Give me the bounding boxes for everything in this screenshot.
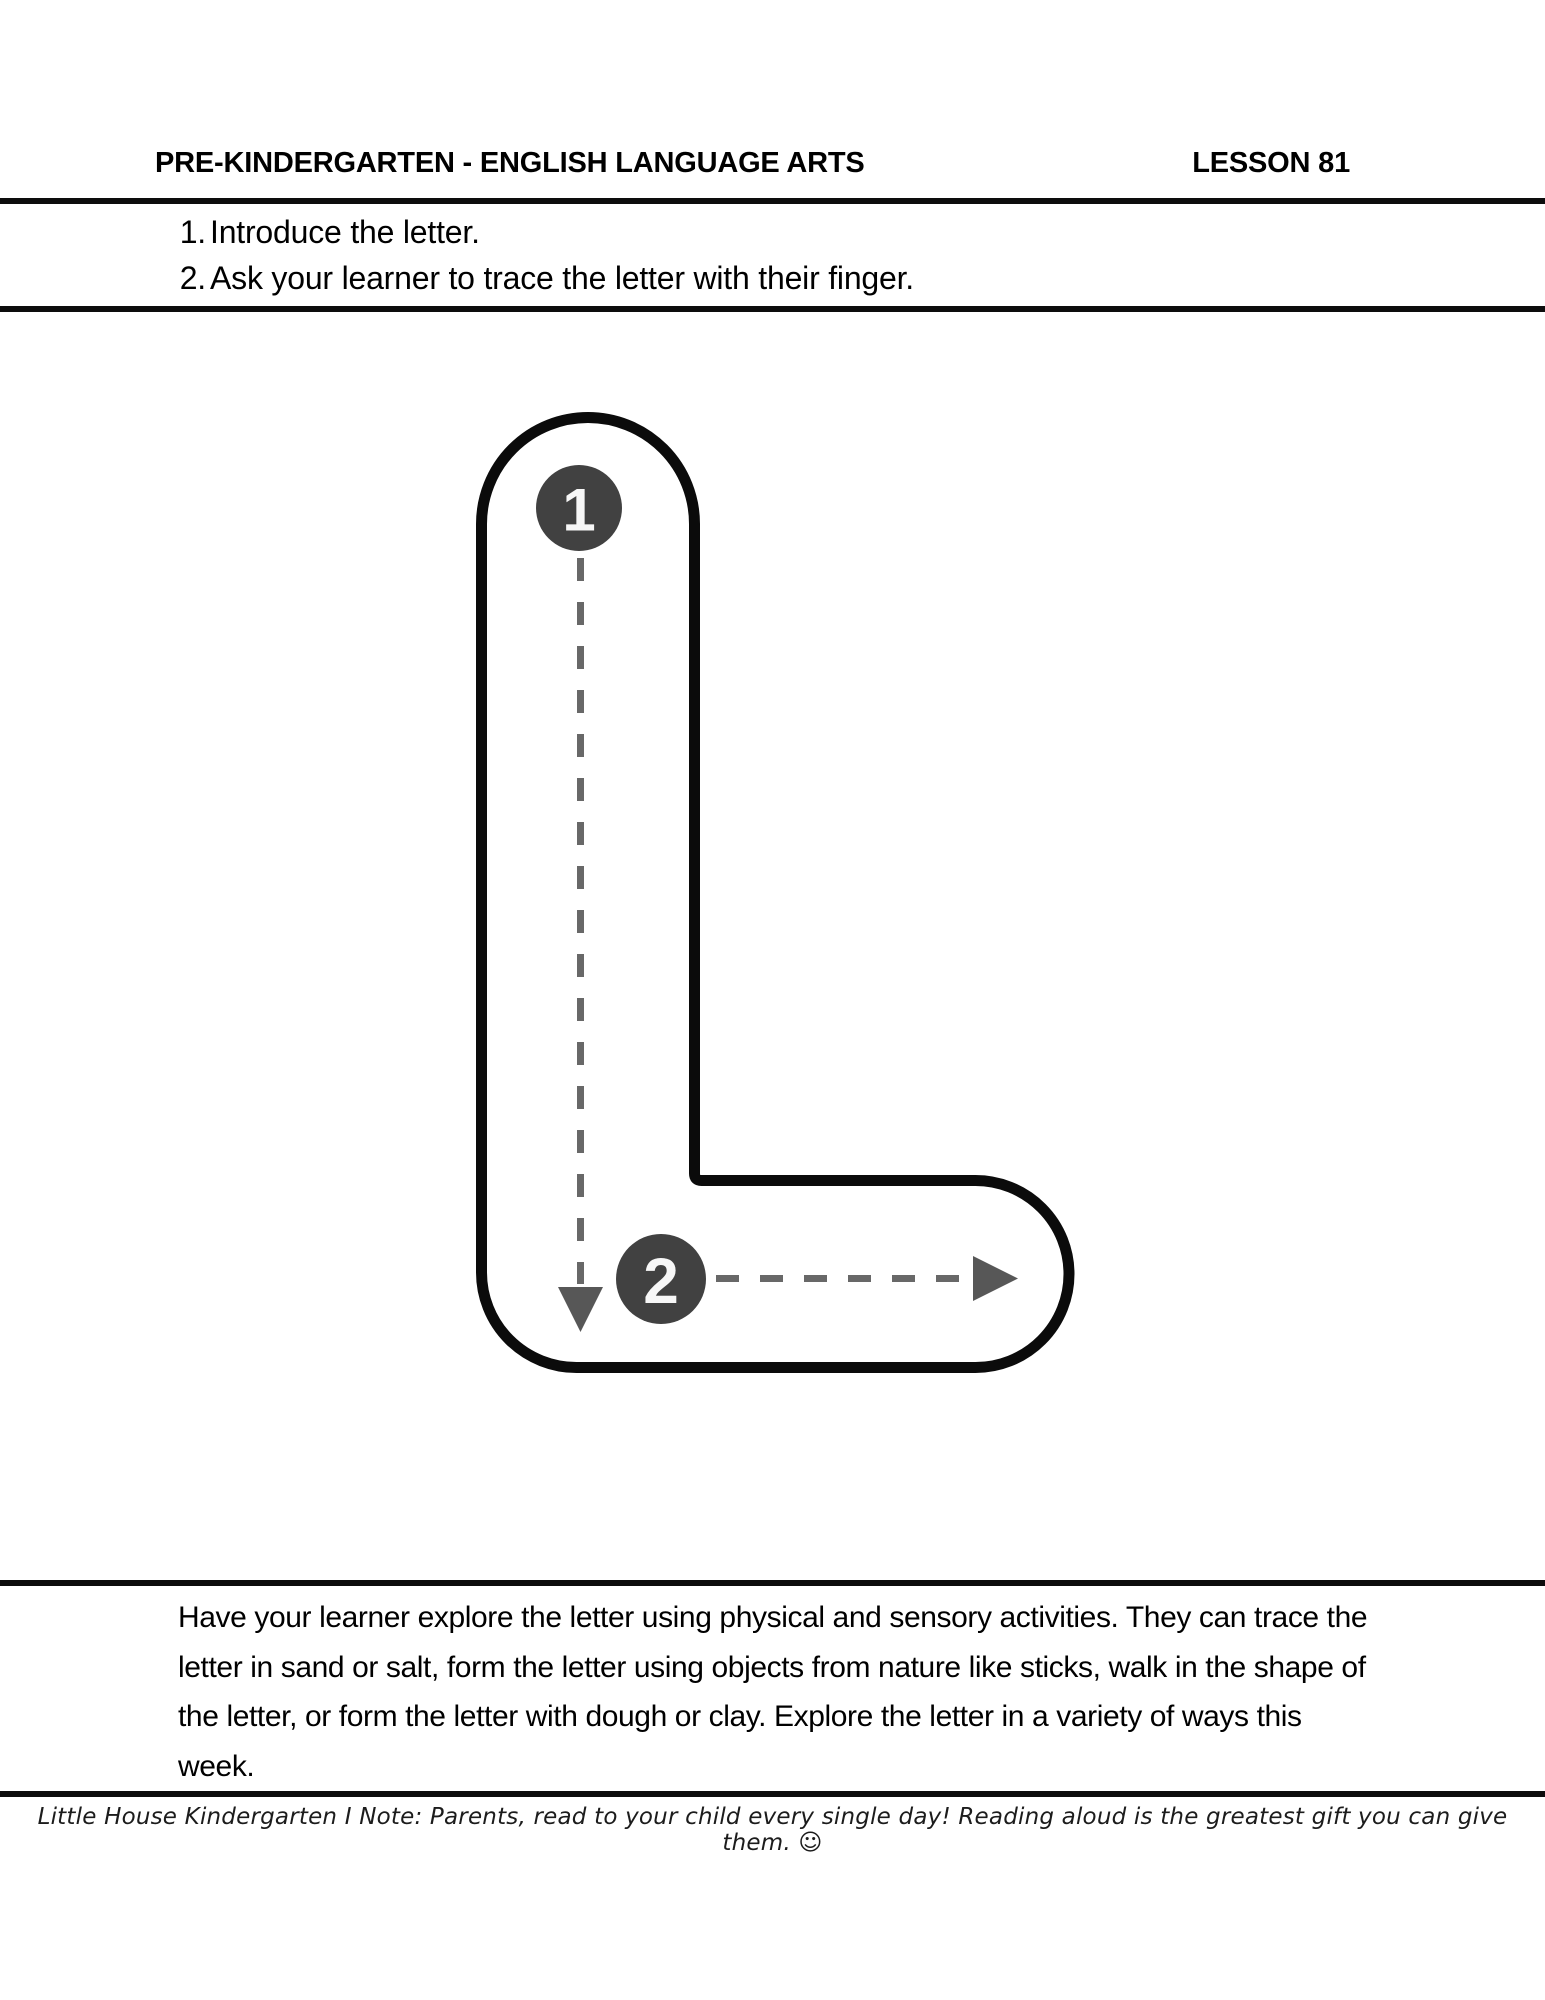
instruction-1-text: Introduce the letter. (210, 214, 480, 250)
divider-under-instructions (0, 306, 1545, 312)
stroke-2-badge-number: 2 (643, 1245, 679, 1317)
footer-note: Little House Kindergarten I Note: Parents, read to your child every single day! Reading aloud is the greatest gift you can give them. ☺ (37, 1804, 1508, 1856)
activity-note: Have your learner explore the letter using physical and sensory activities. They can trace the letter in sand or salt, form the letter using objects from nature like sticks, walk in the shape of the letter, or form the letter with dough or clay. Explore the letter in a variety of ways this week. (178, 1601, 1368, 1783)
divider-above-footer (0, 1791, 1545, 1797)
letter-outline (482, 418, 1070, 1368)
stroke-1-badge-number: 1 (562, 476, 596, 544)
divider-above-activity (0, 1580, 1545, 1586)
header-course-title: PRE-KINDERGARTEN - ENGLISH LANGUAGE ARTS (155, 147, 865, 179)
instruction-2-number: 2. (179, 260, 206, 296)
divider-top (0, 198, 1545, 204)
instruction-item-1 (150, 209, 914, 255)
instruction-list (150, 209, 914, 301)
letter-l-svg (470, 406, 1085, 1386)
instruction-1-number: 1. (179, 214, 206, 250)
letter-tracing-diagram (470, 406, 1085, 1386)
instruction-2-text: Ask your learner to trace the letter with their finger. (210, 260, 915, 296)
instruction-item-2 (150, 255, 914, 301)
header-lesson-number: LESSON 81 (1192, 147, 1350, 179)
